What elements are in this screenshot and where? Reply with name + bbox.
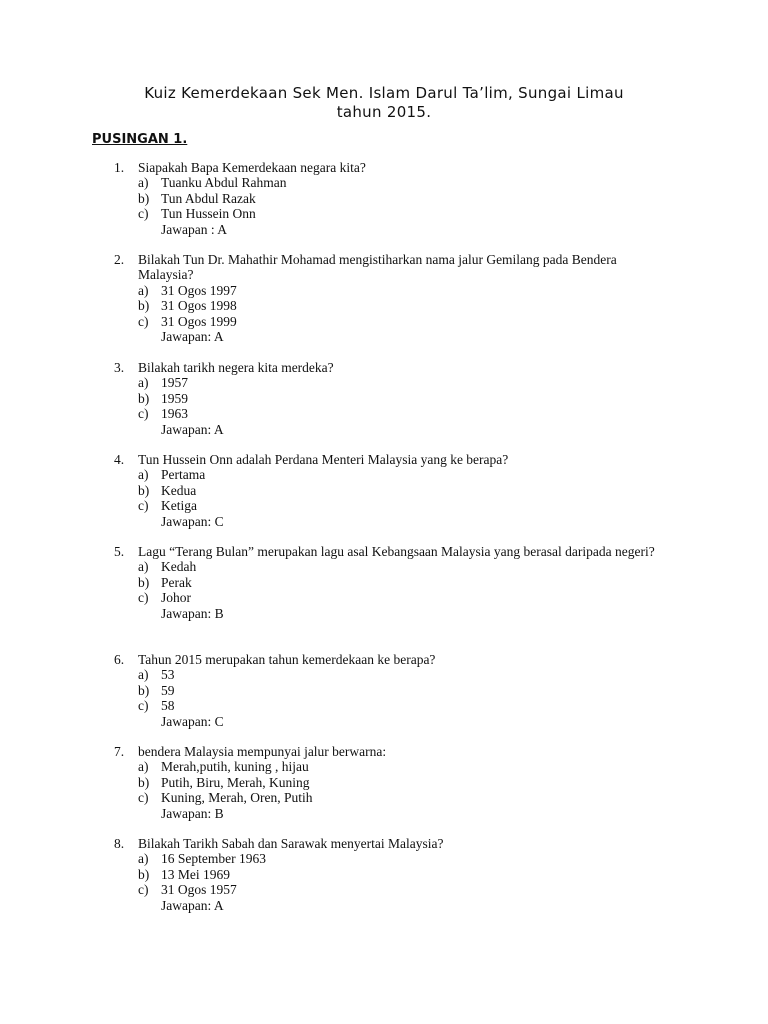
option-letter: b) xyxy=(138,390,150,406)
question-7 xyxy=(114,744,674,821)
answer-key: Jawapan: B xyxy=(161,605,224,621)
question-3 xyxy=(114,360,674,437)
answer-option xyxy=(114,698,674,713)
option-text: 59 xyxy=(161,682,175,698)
question-number: 5. xyxy=(114,544,125,559)
question-row xyxy=(114,452,674,467)
answer-option xyxy=(114,867,674,882)
answer-option xyxy=(114,667,674,682)
question-number: 1. xyxy=(114,160,125,175)
question-row xyxy=(114,744,674,759)
option-letter: a) xyxy=(138,175,149,191)
question-row xyxy=(114,544,674,559)
answer-option xyxy=(114,298,674,313)
option-text: Tuanku Abdul Rahman xyxy=(161,175,287,191)
answer-option xyxy=(114,851,674,866)
option-letter: b) xyxy=(138,298,150,314)
answer-key: Jawapan: A xyxy=(161,421,224,437)
option-text: 58 xyxy=(161,698,175,714)
question-number: 4. xyxy=(114,452,125,467)
answer-option xyxy=(114,314,674,329)
answer-option xyxy=(114,467,674,482)
option-text: Kuning, Merah, Oren, Putih xyxy=(161,790,313,806)
option-text: Ketiga xyxy=(161,498,197,514)
option-letter: c) xyxy=(138,313,149,329)
question-row xyxy=(114,252,674,283)
question-row xyxy=(114,836,674,851)
option-text: 53 xyxy=(161,667,175,683)
option-text: 31 Ogos 1957 xyxy=(161,882,237,898)
answer-key: Jawapan: A xyxy=(161,897,224,913)
option-letter: c) xyxy=(138,882,149,898)
option-letter: a) xyxy=(138,667,149,683)
option-text: 1963 xyxy=(161,406,188,422)
question-number: 3. xyxy=(114,360,125,375)
option-text: Perak xyxy=(161,574,192,590)
option-letter: a) xyxy=(138,559,149,575)
answer-option xyxy=(114,683,674,698)
question-number: 6. xyxy=(114,652,125,667)
option-letter: b) xyxy=(138,482,150,498)
option-letter: a) xyxy=(138,467,149,483)
answer-key: Jawapan : A xyxy=(161,221,227,237)
answer-option xyxy=(114,283,674,298)
option-text: 31 Ogos 1999 xyxy=(161,313,237,329)
answer-option xyxy=(114,882,674,897)
option-text: Kedah xyxy=(161,559,197,575)
answer-option xyxy=(114,775,674,790)
answer-option xyxy=(114,175,674,190)
question-row xyxy=(114,360,674,375)
option-text: Putih, Biru, Merah, Kuning xyxy=(161,774,310,790)
question-text: Lagu “Terang Bulan” merupakan lagu asal Kebangsaan Malaysia yang berasal daripada negeri? xyxy=(138,544,655,559)
question-text: Tun Hussein Onn adalah Perdana Menteri Malaysia yang ke berapa? xyxy=(138,452,509,467)
option-letter: b) xyxy=(138,190,150,206)
option-text: Kedua xyxy=(161,482,197,498)
question-row xyxy=(114,160,674,175)
option-letter: b) xyxy=(138,866,150,882)
answer-key: Jawapan: C xyxy=(161,713,224,729)
answer-key: Jawapan: B xyxy=(161,805,224,821)
answer-option xyxy=(114,759,674,774)
title-line-2: tahun 2015. xyxy=(336,103,432,121)
option-letter: a) xyxy=(138,375,149,391)
question-1 xyxy=(114,160,674,237)
question-number: 7. xyxy=(114,744,125,759)
option-text: Pertama xyxy=(161,467,206,483)
answer-option xyxy=(114,406,674,421)
option-letter: a) xyxy=(138,851,149,867)
question-text: bendera Malaysia mempunyai jalur berwarna: xyxy=(138,744,387,759)
option-letter: c) xyxy=(138,498,149,514)
option-text: 13 Mei 1969 xyxy=(161,866,230,882)
option-letter: a) xyxy=(138,282,149,298)
answer-option xyxy=(114,375,674,390)
option-text: 16 September 1963 xyxy=(161,851,266,867)
option-letter: c) xyxy=(138,206,149,222)
option-letter: c) xyxy=(138,590,149,606)
title-line-1: Kuiz Kemerdekaan Sek Men. Islam Darul Ta’lim, Sungai Limau xyxy=(144,84,624,102)
question-6 xyxy=(114,652,674,729)
answer-key: Jawapan: A xyxy=(161,329,224,345)
option-text: Merah,putih, kuning , hijau xyxy=(161,759,309,775)
question-text: Bilakah Tun Dr. Mahathir Mohamad mengistiharkan nama jalur Gemilang pada Bendera Malaysia? xyxy=(138,252,617,283)
answer-key: Jawapan: C xyxy=(161,513,224,529)
round-heading: PUSINGAN 1. xyxy=(92,132,188,147)
question-text: Bilakah tarikh negera kita merdeka? xyxy=(138,360,334,375)
answer-option xyxy=(114,590,674,605)
option-text: 31 Ogos 1997 xyxy=(161,282,237,298)
answer-option xyxy=(114,498,674,513)
option-text: Tun Abdul Razak xyxy=(161,190,256,206)
option-letter: c) xyxy=(138,406,149,422)
answer-option xyxy=(114,191,674,206)
option-letter: b) xyxy=(138,574,150,590)
option-letter: a) xyxy=(138,759,149,775)
option-letter: b) xyxy=(138,682,150,698)
option-letter: c) xyxy=(138,698,149,714)
question-row xyxy=(114,652,674,667)
option-letter: c) xyxy=(138,790,149,806)
question-number: 8. xyxy=(114,836,125,851)
answer-option xyxy=(114,391,674,406)
answer-option xyxy=(114,206,674,221)
question-2 xyxy=(114,252,674,344)
question-8 xyxy=(114,836,674,913)
option-text: 1959 xyxy=(161,390,188,406)
question-text: Siapakah Bapa Kemerdekaan negara kita? xyxy=(138,160,366,175)
option-text: 1957 xyxy=(161,375,188,391)
answer-option xyxy=(114,790,674,805)
question-text: Bilakah Tarikh Sabah dan Sarawak menyertai Malaysia? xyxy=(138,836,444,851)
question-text: Tahun 2015 merupakan tahun kemerdekaan ke berapa? xyxy=(138,652,436,667)
option-text: 31 Ogos 1998 xyxy=(161,298,237,314)
option-text: Johor xyxy=(161,590,191,606)
answer-option xyxy=(114,575,674,590)
option-text: Tun Hussein Onn xyxy=(161,206,256,222)
answer-option xyxy=(114,483,674,498)
question-5 xyxy=(114,544,674,621)
answer-option xyxy=(114,559,674,574)
question-4 xyxy=(114,452,674,529)
option-letter: b) xyxy=(138,774,150,790)
question-number: 2. xyxy=(114,252,125,267)
